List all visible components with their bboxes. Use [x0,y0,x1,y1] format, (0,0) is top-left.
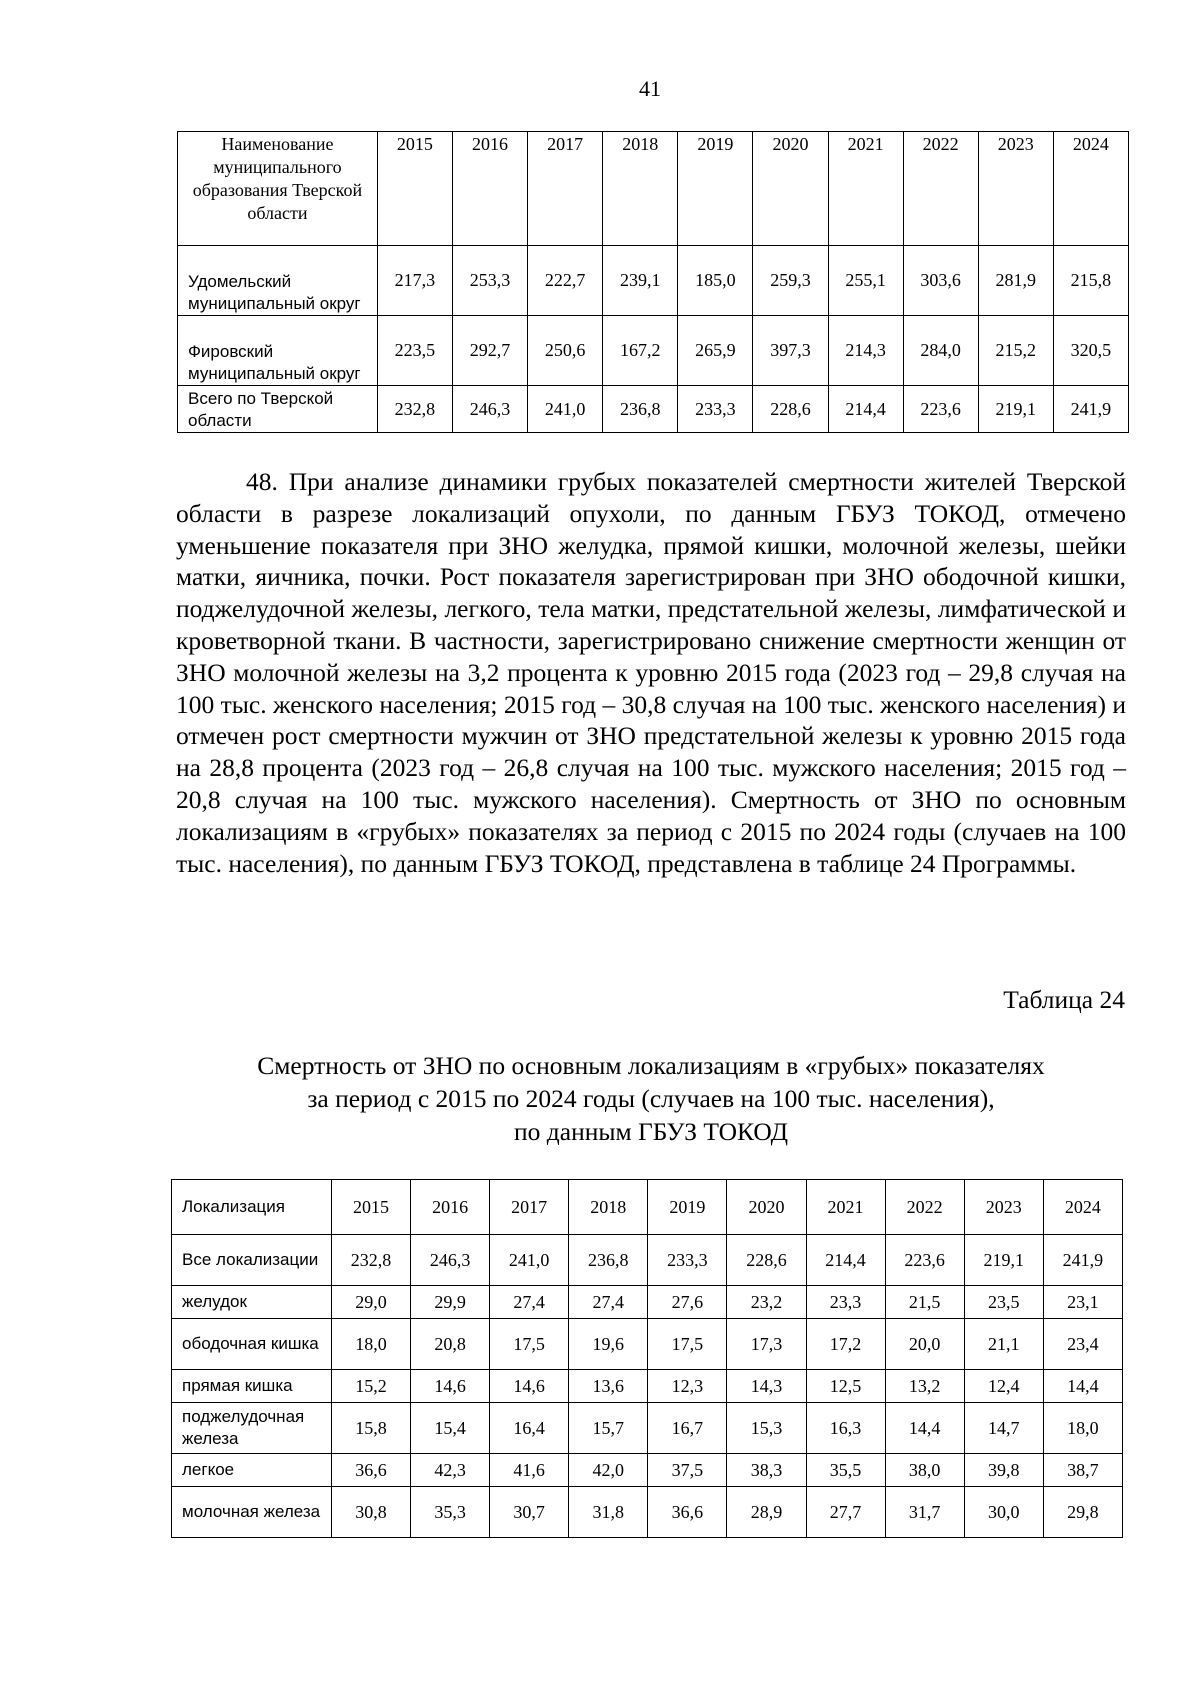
year-header: 2024 [1053,132,1128,246]
table-cell: 246,3 [452,386,527,433]
table-row [172,1235,1123,1286]
table-cell: 219,1 [964,1235,1043,1286]
table-cell: 222,7 [528,246,603,316]
table-cell: 23,5 [964,1286,1043,1319]
table-cell: 41,6 [490,1454,569,1487]
table-cell: 39,8 [964,1454,1043,1487]
paragraph-text: 48. При анализе динамики грубых показателей смертности жителей Тверской области в разрезе локализаций опухоли, по данным ГБУЗ ТОКОД, отмечено уменьшение показателя при ЗНО желудка, прямой кишки, молочной железы, шейки матки, яичника, почки. Рост показателя зарегистрирован при ЗНО ободочной кишки, поджелудочной железы, легкого, тела матки, предстательной железы, лимфатической и кроветворной ткани. В частности, зарегистрировано снижение смертности женщин от ЗНО молочной железы на 3,2 процента к уровню 2015 года (2023 год – 29,8 случая на 100 тыс. женского населения; 2015 год – 30,8 случая на 100 тыс. женского населения) и отмечен рост смертности мужчин от ЗНО предстательной железы к уровню 2015 года на 28,8 процента (2023 год – 26,8 случая на 100 тыс. мужского населения; 2015 год – 20,8 случая на 100 тыс. мужского населения). Смертность от ЗНО по основным локализациям в «грубых» показателях за период с 2015 по 2024 годы (случаев на 100 тыс. населения), по данным ГБУЗ ТОКОД, представлена в таблице 24 Программы. [176,467,1126,878]
table-cell: 27,7 [806,1487,885,1538]
table-title-line: за период с 2015 по 2024 годы (случаев на 100 тыс. населения), [307,1084,995,1113]
table-cell: 250,6 [528,316,603,386]
table-cell: 253,3 [452,246,527,316]
table-cell: 29,9 [411,1286,490,1319]
table-row [178,316,1129,386]
table-cell: 265,9 [678,316,753,386]
table-cell: 31,8 [569,1487,648,1538]
table-cell: 223,5 [377,316,452,386]
table-cell: 214,4 [828,386,903,433]
year-header: 2023 [964,1180,1043,1235]
table-header-row [172,1180,1123,1235]
page-number: 41 [639,76,661,101]
year-header: 2015 [331,1180,410,1235]
year-header: 2018 [603,132,678,246]
row-label: Фировский муниципальный округ [178,316,378,386]
table-cell: 29,0 [331,1286,410,1319]
year-header: 2022 [903,132,978,246]
table-cell: 320,5 [1053,316,1128,386]
table-cell: 42,3 [411,1454,490,1487]
year-header: 2021 [828,132,903,246]
table-cell: 20,0 [885,1319,964,1370]
table-cell: 217,3 [377,246,452,316]
table-cell: 15,7 [569,1403,648,1454]
table-cell: 20,8 [411,1319,490,1370]
table-cell: 259,3 [753,246,828,316]
table-cell: 303,6 [903,246,978,316]
table-cell: 284,0 [903,316,978,386]
table-cell: 42,0 [569,1454,648,1487]
table-cell: 219,1 [978,386,1053,433]
table-cell: 233,3 [678,386,753,433]
table-title-line: по данным ГБУЗ ТОКОД [514,1117,788,1146]
table-cell: 23,3 [806,1286,885,1319]
table-cell: 241,9 [1043,1235,1122,1286]
header-municipality: Наименование муниципального образования Тверской области [178,132,378,246]
table-cell: 19,6 [569,1319,648,1370]
table-cell: 36,6 [648,1487,727,1538]
table-title-line: Смертность от ЗНО по основным локализациям в «грубых» показателях [257,1051,1045,1080]
table-cell: 14,7 [964,1403,1043,1454]
table-cell: 15,8 [331,1403,410,1454]
table-cell: 17,3 [727,1319,806,1370]
municipal-mortality-table [177,131,1129,433]
table-cell: 236,8 [569,1235,648,1286]
table-cell: 185,0 [678,246,753,316]
table-cell: 12,3 [648,1370,727,1403]
table-cell: 35,5 [806,1454,885,1487]
table-cell: 228,6 [727,1235,806,1286]
table-cell: 18,0 [1043,1403,1122,1454]
year-header: 2019 [678,132,753,246]
table-cell: 17,5 [490,1319,569,1370]
table-cell: 23,4 [1043,1319,1122,1370]
table-row [172,1454,1123,1487]
table-cell: 292,7 [452,316,527,386]
table-cell: 30,0 [964,1487,1043,1538]
year-header: 2020 [753,132,828,246]
table-title [176,1049,1126,1148]
table-cell: 38,0 [885,1454,964,1487]
table-cell: 214,4 [806,1235,885,1286]
table-cell: 18,0 [331,1319,410,1370]
table-cell: 35,3 [411,1487,490,1538]
year-header: 2016 [452,132,527,246]
table-cell: 12,4 [964,1370,1043,1403]
table-cell: 14,4 [1043,1370,1122,1403]
table-cell: 239,1 [603,246,678,316]
table-cell: 215,2 [978,316,1053,386]
table-cell: 241,9 [1053,386,1128,433]
row-label: поджелудочная железа [172,1403,332,1454]
table-cell: 12,5 [806,1370,885,1403]
table-row [178,246,1129,316]
year-header: 2023 [978,132,1053,246]
table-row [172,1370,1123,1403]
table-cell: 16,3 [806,1403,885,1454]
table-cell: 31,7 [885,1487,964,1538]
table-cell: 255,1 [828,246,903,316]
table-cell: 228,6 [753,386,828,433]
table-cell: 215,8 [1053,246,1128,316]
table-cell: 14,6 [411,1370,490,1403]
table-cell: 21,1 [964,1319,1043,1370]
year-header: 2019 [648,1180,727,1235]
table-cell: 30,7 [490,1487,569,1538]
year-header: 2017 [528,132,603,246]
table-cell: 281,9 [978,246,1053,316]
table-cell: 21,5 [885,1286,964,1319]
table-cell: 27,4 [569,1286,648,1319]
table-cell: 232,8 [377,386,452,433]
table-row [172,1403,1123,1454]
row-label: прямая кишка [172,1370,332,1403]
row-label: Всего по Тверской области [178,386,378,433]
year-header: 2018 [569,1180,648,1235]
table-cell: 28,9 [727,1487,806,1538]
row-label: Удомельский муниципальный округ [178,246,378,316]
table-cell: 15,3 [727,1403,806,1454]
table-cell: 30,8 [331,1487,410,1538]
table-cell: 13,2 [885,1370,964,1403]
year-header: 2016 [411,1180,490,1235]
table-cell: 246,3 [411,1235,490,1286]
table-cell: 241,0 [490,1235,569,1286]
table-cell: 236,8 [603,386,678,433]
paragraph-48 [176,466,1126,879]
table-cell: 14,6 [490,1370,569,1403]
table-cell: 14,3 [727,1370,806,1403]
table-cell: 17,2 [806,1319,885,1370]
table-cell: 23,2 [727,1286,806,1319]
table-cell: 13,6 [569,1370,648,1403]
year-header: 2020 [727,1180,806,1235]
table-cell: 397,3 [753,316,828,386]
table-cell: 223,6 [885,1235,964,1286]
header-localization: Локализация [172,1180,332,1235]
table-row [172,1286,1123,1319]
table-cell: 15,2 [331,1370,410,1403]
year-header: 2015 [377,132,452,246]
year-header: 2021 [806,1180,885,1235]
table-cell: 214,3 [828,316,903,386]
table-cell: 16,7 [648,1403,727,1454]
table-cell: 15,4 [411,1403,490,1454]
year-header: 2022 [885,1180,964,1235]
table-header-row [178,132,1129,246]
year-header: 2017 [490,1180,569,1235]
year-header: 2024 [1043,1180,1122,1235]
table-cell: 29,8 [1043,1487,1122,1538]
table-cell: 233,3 [648,1235,727,1286]
table-cell: 16,4 [490,1403,569,1454]
table-cell: 167,2 [603,316,678,386]
localization-mortality-table [171,1179,1123,1538]
table-cell: 241,0 [528,386,603,433]
table-cell: 37,5 [648,1454,727,1487]
row-label: Все локализации [172,1235,332,1286]
table-cell: 223,6 [903,386,978,433]
table-cell: 36,6 [331,1454,410,1487]
row-label: ободочная кишка [172,1319,332,1370]
row-label: легкое [172,1454,332,1487]
table-cell: 17,5 [648,1319,727,1370]
row-label: желудок [172,1286,332,1319]
table-cell: 23,1 [1043,1286,1122,1319]
table-cell: 38,7 [1043,1454,1122,1487]
table-cell: 14,4 [885,1403,964,1454]
row-label: молочная железа [172,1487,332,1538]
table-row [178,386,1129,433]
table-cell: 27,4 [490,1286,569,1319]
table-cell: 232,8 [331,1235,410,1286]
table-row [172,1319,1123,1370]
table-row [172,1487,1123,1538]
table-caption: Таблица 24 [1003,985,1125,1014]
table-cell: 38,3 [727,1454,806,1487]
table-cell: 27,6 [648,1286,727,1319]
